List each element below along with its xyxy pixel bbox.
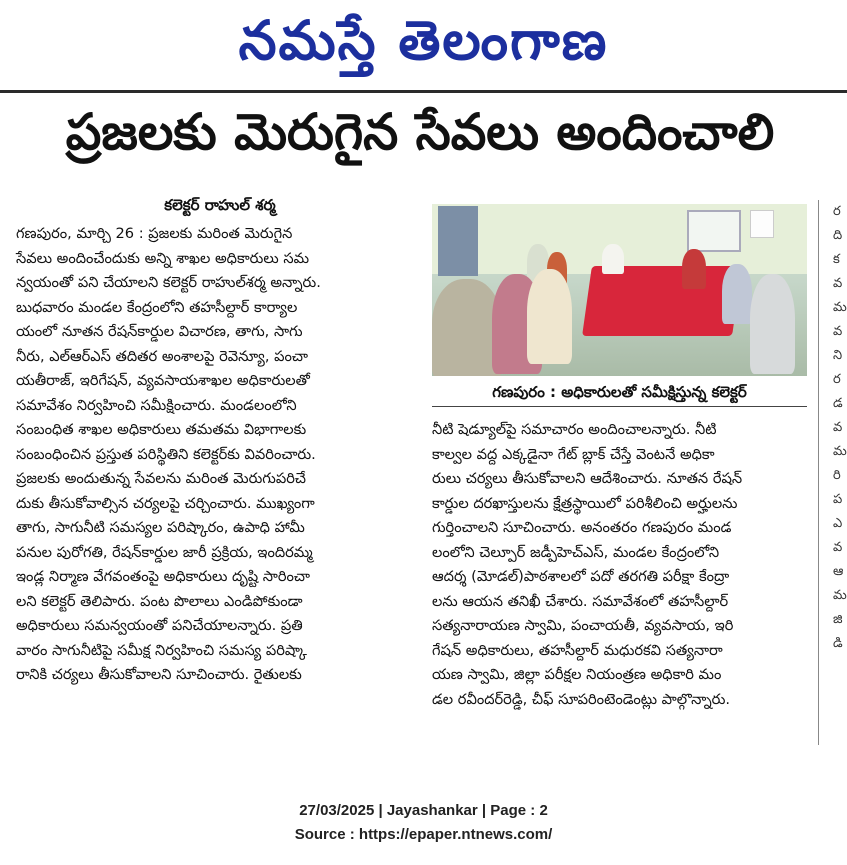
fragment-glyph: మ: [833, 588, 847, 603]
text-line: లని కలెక్టర్ తెలిపారు. పంట పొలాలు ఎండిపోకుండా: [16, 592, 303, 610]
text-line: రులు చర్యలు తీసుకోవాలని ఆదేశించారు. నూతన రేషన్: [432, 470, 743, 487]
fragment-glyph: రి: [833, 468, 841, 483]
text-line: పనుల పురోగతి, రేషన్‌కార్డుల జారీ ప్రక్రియ, ఇందిరమ్మ: [16, 543, 313, 561]
fragment-glyph: వ: [833, 276, 843, 291]
text-line: ఇండ్ల నిర్మాణ వేగవంతంపై అధికారులు దృష్టి సారించా: [16, 568, 310, 585]
photo-person: [722, 264, 752, 324]
text-line: గుర్తించాలని సూచించారు. అనంతరం గణపురం మండ: [432, 519, 732, 536]
text-line: నీరు, ఎల్‌ఆర్‌ఎస్ తదితర అంశాలపై రెవెన్యూ, పంచా: [16, 347, 308, 365]
article-column-1: [16, 222, 424, 688]
footer-source: Source : https://epaper.ntnews.com/: [294, 826, 553, 843]
photo-meeting-table: [582, 266, 742, 336]
text-line: సంబంధిత శాఖల అధికారులు తమతమ విభాగాలకు: [16, 421, 307, 438]
column-divider: [818, 200, 819, 745]
adjacent-article-fragment: [833, 200, 847, 656]
article-photo: [432, 204, 807, 376]
photo-caption: గణపురం : అధికారులతో సమీక్షిస్తున్న కలెక్టర్: [432, 378, 807, 407]
text-line: డల రవీందర్‌రెడ్డి, చీఫ్ సూపరింటెండెంట్లు పాల్గొన్నారు.: [432, 690, 731, 708]
text-line: లను ఆయన తనిఖీ చేశారు. సమావేశంలో తహసీల్దార్: [432, 592, 729, 610]
fragment-glyph: మ: [833, 444, 847, 459]
text-line: సమావేశం నిర్వహించి సమీక్షించారు. మండలంలోని: [16, 396, 297, 414]
fragment-glyph: వ: [833, 420, 843, 435]
text-line: ప్రజలకు అందుతున్న సేవలను మరింత మెరుగుపరిచే: [16, 470, 306, 487]
text-line: సత్యనారాయణ స్వామి, పంచాయతీ, వ్యవసాయ, ఇరి: [432, 617, 734, 634]
photo-calendar: [750, 210, 774, 238]
text-line: గణపురం, మార్చి 26 : ప్రజలకు మరింత మెరుగైన: [16, 225, 293, 242]
fragment-glyph: మ: [833, 300, 847, 315]
text-line: కార్డుల దరఖాస్తులను క్షేత్రస్థాయిలో పరిశీలించి అర్హులను: [432, 494, 738, 512]
fragment-glyph: ది: [833, 228, 843, 243]
fragment-glyph: ప: [833, 492, 843, 507]
text-line: సేవలు అందించేందుకు అన్ని శాఖల అధికారులు సమ: [16, 249, 310, 267]
text-line: ఆదర్శ (మోడల్)పాఠశాలలో పదో తరగతి పరీక్షా కేంద్రా: [432, 568, 730, 585]
photo-person: [602, 244, 624, 274]
fragment-glyph: వ: [833, 324, 843, 339]
text-line: యతీరాజ్, ఇరిగేషన్, వ్యవసాయశాఖల అధికారులతో: [16, 372, 310, 389]
text-line: యణ స్వామి, జిల్లా పరీక్షల నియంత్రణ అధికారి మం: [432, 666, 722, 683]
fragment-glyph: ర: [833, 372, 841, 387]
text-line: యంలో నూతన రేషన్‌కార్డుల విచారణ, తాగు, సాగు: [16, 323, 303, 340]
text-line: బుధవారం మండల కేంద్రంలోని తహసీల్దార్ కార్యాల: [16, 298, 298, 316]
photo-door: [438, 206, 478, 276]
text-line: సంబంధించిన ప్రస్తుత పరిస్థితిని కలెక్టర్‌కు వివరించారు.: [16, 445, 316, 463]
photo-person: [527, 269, 572, 364]
text-line: రానికి చర్యలు తీసుకోవాలని సూచించారు. రైతులకు: [16, 666, 302, 683]
fragment-glyph: డి: [833, 636, 843, 651]
text-line: దుకు తీసుకోవాల్సిన చర్యలపై చర్చించారు. ముఖ్యంగా: [16, 494, 315, 512]
article-byline: కలెక్టర్ రాహుల్ శర్మ: [164, 196, 276, 214]
fragment-glyph: ఎ: [833, 516, 843, 531]
photo-window: [687, 210, 741, 252]
footer-date-edition: 27/03/2025 | Jayashankar | Page : 2: [299, 802, 548, 819]
photo-person: [682, 249, 706, 289]
fragment-glyph: జి: [833, 612, 843, 627]
fragment-glyph: క: [833, 252, 840, 267]
text-line: నీటి షెడ్యూల్‌పై సమాచారం అందించాలన్నారు. నీటి: [432, 421, 717, 438]
fragment-glyph: డ: [833, 396, 843, 411]
text-line: కాల్వల వద్ద ఎక్కడైనా గేట్ బ్లాక్ చేస్తే వెంటనే అధికా: [432, 445, 715, 463]
fragment-glyph: ని: [833, 348, 843, 363]
text-line: న్వయంతో పని చేయాలని కలెక్టర్ రాహుల్‌శర్మ అన్నారు.: [16, 274, 321, 291]
fragment-glyph: ర: [833, 204, 841, 219]
article-column-2: [432, 418, 810, 712]
fragment-glyph: వ: [833, 540, 843, 555]
text-line: అధికారులు సమన్వయంతో పనిచేయాలన్నారు. ప్రతి: [16, 617, 303, 634]
photo-person: [750, 274, 795, 374]
fragment-glyph: ఆ: [833, 564, 844, 579]
masthead-logo: నమస్తే తెలంగాణ: [238, 8, 609, 72]
text-line: తాగు, సాగునీటి సమస్యల పరిష్కారం, ఉపాధి హామీ: [16, 519, 305, 536]
text-line: వారం సాగునీటిపై సమీక్ష నిర్వహించి సమస్య పరిష్కా: [16, 641, 307, 659]
text-line: గేషన్ అధికారులు, తహసీల్దార్ మధురకవి సత్యనారా: [432, 641, 723, 659]
article-headline: ప్రజలకు మెరుగైన సేవలు అందించాలి: [65, 103, 775, 161]
text-line: లంలోని చెల్పూర్ జడ్పీహెచ్‌ఎస్, మండల కేంద్రంలోని: [432, 543, 720, 561]
masthead-divider: [0, 90, 847, 93]
